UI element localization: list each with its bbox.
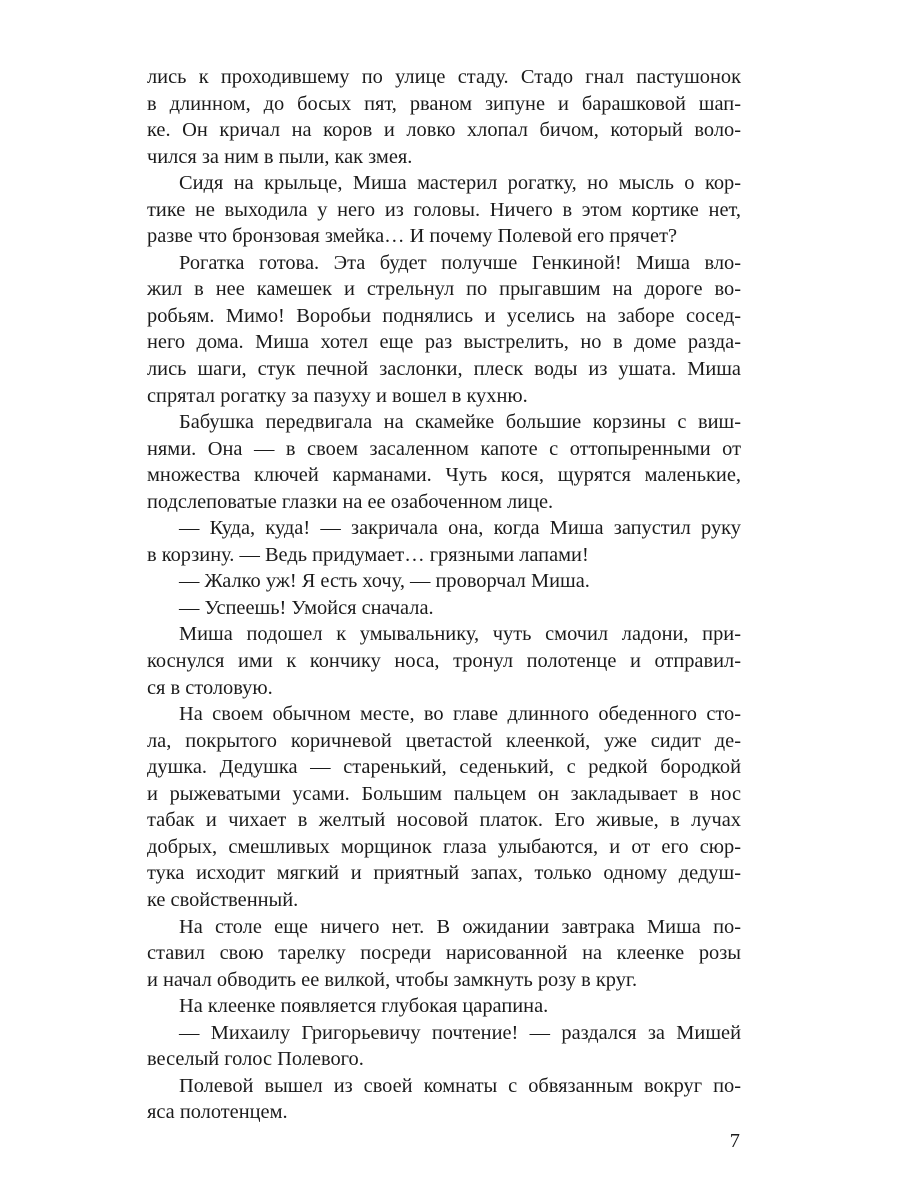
text-line-1: лись к проходившему по улице стаду. Стадо гнал пастушонок	[147, 66, 741, 88]
text-line-9: жил в нее камешек и стрельнул по прыгавшим на дороге во-	[147, 278, 741, 301]
text-line-7: разве что бронзовая змейка… И почему Полевой его прячет?	[147, 225, 678, 248]
text-line-39: Полевой вышел из своей комнаты с обвязанным вокруг по-	[179, 1074, 741, 1097]
text-line-16: множества ключей карманами. Чуть кося, щурятся маленькие,	[147, 464, 741, 487]
text-line-38: веселый голос Полевого.	[147, 1048, 364, 1071]
text-line-17: подслеповатые глазки на ее озабоченном лице.	[147, 490, 554, 513]
text-line-15: нями. Она — в своем засаленном капоте с оттопыренными от	[147, 437, 741, 460]
text-line-3: ке. Он кричал на коров и ловко хлопал бичом, который воло-	[147, 119, 741, 142]
text-line-22: Миша подошел к умывальнику, чуть смочил ладони, при-	[179, 623, 741, 646]
text-line-11: него дома. Миша хотел еще раз выстрелить, но в доме разда-	[147, 331, 741, 354]
text-line-19: в корзину. — Ведь придумает… грязными лапами!	[147, 543, 589, 566]
text-line-23: коснулся ими к кончику носа, тронул полотенце и отправил-	[147, 650, 741, 673]
text-line-25: На своем обычном месте, во главе длинного обеденного сто-	[179, 703, 741, 726]
text-line-34: ставил свою тарелку посреди нарисованной на клеенке розы	[147, 942, 741, 965]
text-line-21: — Успеешь! Умойся сначала.	[179, 596, 434, 619]
body-text	[147, 64, 741, 1126]
text-line-29: табак и чихает в желтый носовой платок. Его живые, в лучах	[147, 809, 741, 832]
text-line-27: душка. Дедушка — старенький, седенький, с редкой бородкой	[147, 756, 741, 779]
text-line-4: чился за ним в пыли, как змея.	[147, 145, 413, 168]
text-line-40: яса полотенцем.	[147, 1101, 288, 1124]
text-line-5: Сидя на крыльце, Миша мастерил рогатку, но мысль о кор-	[179, 172, 741, 195]
text-line-36: На клеенке появляется глубокая царапина.	[179, 995, 549, 1018]
text-line-33: На столе еще ничего нет. В ожидании завтрака Миша по-	[179, 915, 741, 938]
text-line-12: лись шаги, стук печной заслонки, плеск воды из ушата. Миша	[147, 358, 741, 381]
text-line-31: тука исходит мягкий и приятный запах, только одному дедуш-	[147, 862, 741, 885]
text-line-32: ке свойственный.	[147, 888, 299, 911]
text-line-26: ла, покрытого коричневой цветастой клеенкой, уже сидит де-	[147, 729, 741, 752]
page-number: 7	[729, 1130, 740, 1152]
text-line-13: спрятал рогатку за пазуху и вошел в кухню.	[147, 384, 528, 407]
text-line-28: и рыжеватыми усами. Большим пальцем он закладывает в нос	[147, 782, 741, 805]
text-line-14: Бабушка передвигала на скамейке большие корзины с виш-	[179, 411, 741, 434]
text-line-24: ся в столовую.	[147, 676, 273, 699]
text-line-2: в длинном, до босых пят, рваном зипуне и барашковой шап-	[147, 92, 741, 115]
text-line-18: — Куда, куда! — закричала она, когда Миша запустил руку	[179, 517, 741, 540]
text-line-10: робьям. Мимо! Воробьи поднялись и уселись на заборе сосед-	[147, 304, 741, 327]
text-line-30: добрых, смешливых морщинок глаза улыбаются, и от его сюр-	[147, 835, 741, 858]
text-line-8: Рогатка готова. Эта будет получше Генкиной! Миша вло-	[179, 251, 741, 274]
text-line-35: и начал обводить ее вилкой, чтобы замкнуть розу в круг.	[147, 968, 638, 991]
text-line-37: — Михаилу Григорьевичу почтение! — раздался за Мишей	[179, 1021, 741, 1044]
text-line-6: тике не выходила у него из головы. Ничего в этом кортике нет,	[147, 198, 741, 221]
text-line-20: — Жалко уж! Я есть хочу, — проворчал Миша.	[179, 570, 590, 593]
